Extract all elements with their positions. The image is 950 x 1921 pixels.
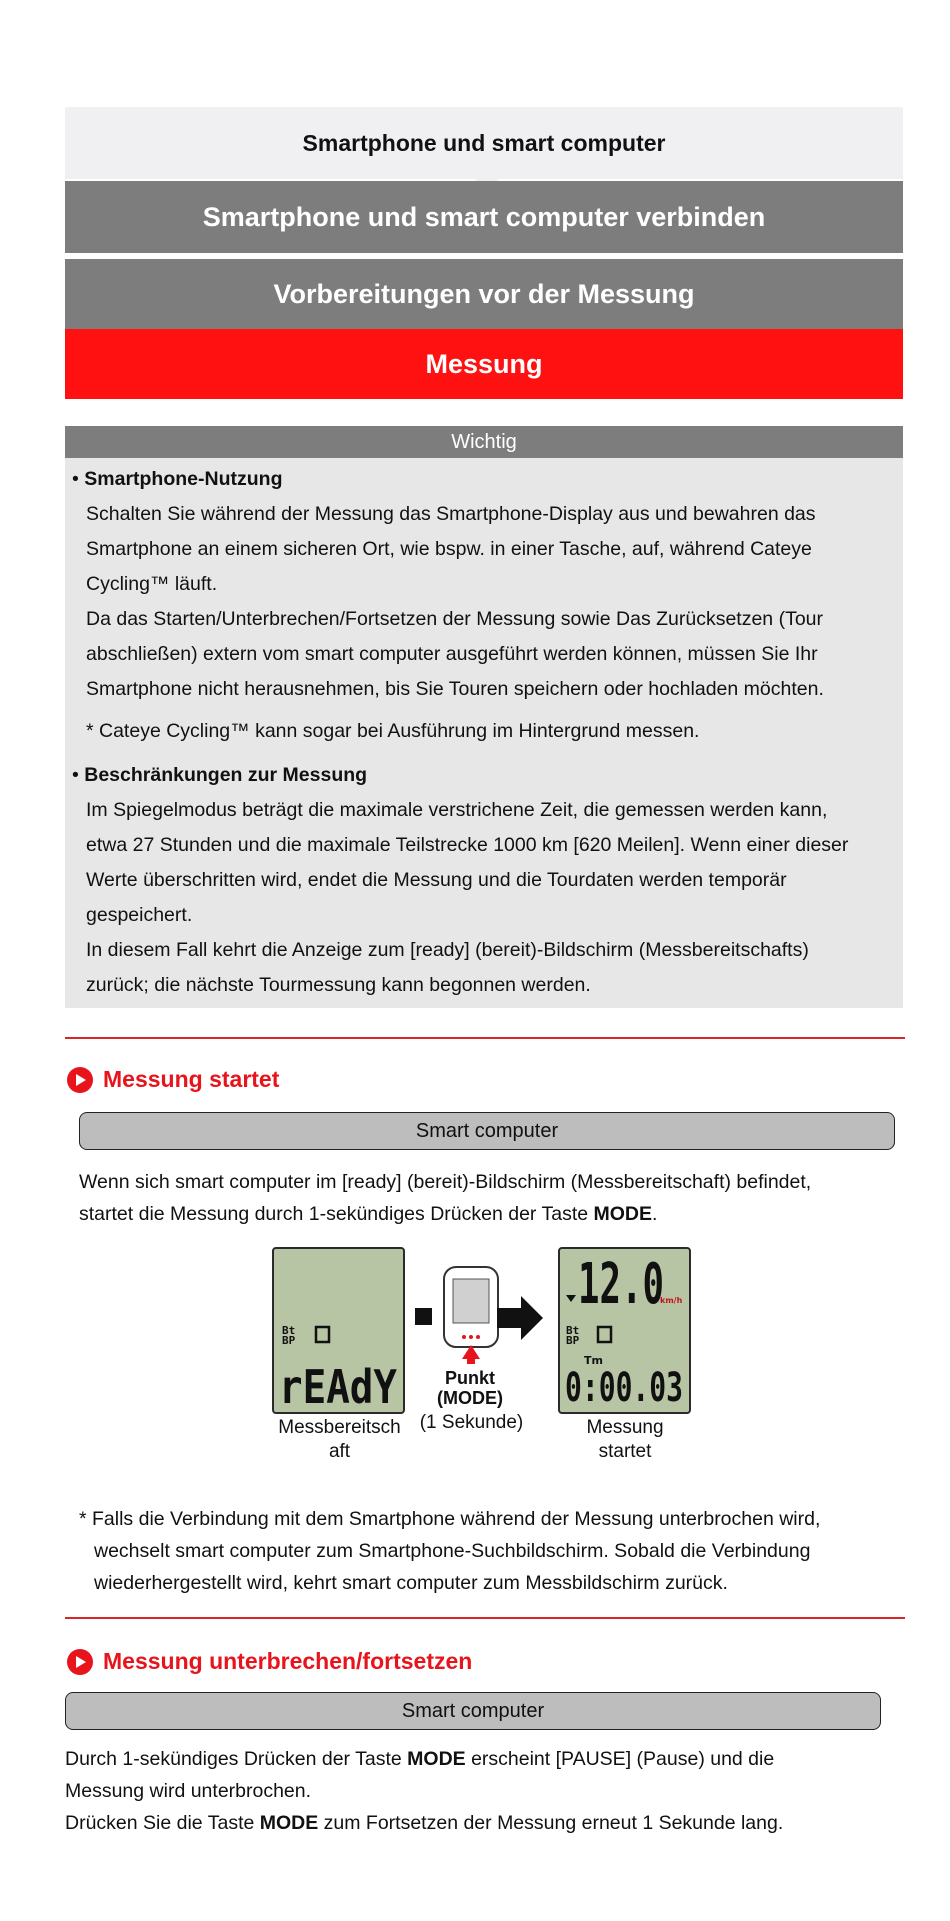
lcd-measuring-graphic xyxy=(560,1249,689,1412)
important-heading: Wichtig xyxy=(65,426,903,458)
important-line: Werte überschritten wird, endet die Messung und die Tourdaten werden temporär xyxy=(86,869,787,891)
lcd-ready-screen xyxy=(272,1247,405,1414)
mode-keyword: MODE xyxy=(407,1748,466,1770)
header-smartphone-und-smart-computer[interactable]: Smartphone und smart computer xyxy=(65,107,903,179)
lcd-ready-text: rEAdY xyxy=(279,1360,398,1412)
lcd-ready-graphic xyxy=(274,1249,403,1412)
svg-text:Bt: Bt xyxy=(282,1324,296,1337)
important-line: zurück; die nächste Tourmessung kann begonnen werden. xyxy=(86,974,591,996)
important-line: etwa 27 Stunden und die maximale Teilstrecke 1000 km [620 Meilen]. Wenn einer dieser xyxy=(86,834,849,856)
dot-icon xyxy=(415,1308,432,1325)
important-note: * Cateye Cycling™ kann sogar bei Ausführung im Hintergrund messen. xyxy=(86,720,700,742)
arrow-right-icon xyxy=(497,1296,545,1345)
start-text: startet die Messung durch 1-sekündiges Drücken der Taste xyxy=(79,1203,594,1225)
sensor-icon xyxy=(316,1327,329,1342)
pause-text: erscheint [PAUSE] (Pause) und die xyxy=(465,1748,775,1770)
section-title-text: Messung startet xyxy=(103,1066,280,1092)
important-line: Smartphone nicht herausnehmen, bis Sie Touren speichern oder hochladen möchten. xyxy=(86,678,824,700)
section-divider xyxy=(65,1037,905,1039)
pause-text-line3 xyxy=(65,1807,783,1839)
note-line: * Falls die Verbindung mit dem Smartphone während der Messung unterbrochen wird, xyxy=(79,1508,821,1530)
label-line: Messung xyxy=(586,1417,664,1438)
button-label-punkt: Punkt xyxy=(444,1368,495,1388)
bullet-title: Smartphone-Nutzung xyxy=(84,468,283,490)
smart-computer-label: Smart computer xyxy=(65,1692,881,1730)
important-box xyxy=(65,458,903,1008)
section-title-messung-unterbrechen xyxy=(67,1648,472,1675)
lcd-time: 0:00.03 xyxy=(565,1365,683,1411)
important-line: abschließen) extern vom smart computer ausgeführt werden können, müssen Sie Ihr xyxy=(86,643,818,665)
start-text-line1: Wenn sich smart computer im [ready] (bereit)-Bildschirm (Messbereitschaft) befindet, xyxy=(79,1171,812,1193)
section-title-messung-startet xyxy=(67,1066,279,1093)
pause-text: Drücken Sie die Taste xyxy=(65,1812,260,1834)
button-label xyxy=(425,1368,515,1408)
play-icon xyxy=(67,1067,93,1093)
svg-text:Bt: Bt xyxy=(566,1324,580,1337)
header-messung-active[interactable]: Messung xyxy=(65,329,903,399)
header-verbinden[interactable]: Smartphone und smart computer verbinden xyxy=(65,181,903,253)
important-line: Schalten Sie während der Messung das Smartphone-Display aus und bewahren das xyxy=(86,503,816,525)
pause-text: zum Fortsetzen der Messung erneut 1 Sekunde lang. xyxy=(318,1812,784,1834)
header-vorbereitungen[interactable]: Vorbereitungen vor der Messung xyxy=(65,259,903,329)
important-line: Smartphone an einem sicheren Ort, wie bspw. in einer Tasche, auf, während Cateye xyxy=(86,538,812,560)
pause-text: Durch 1-sekündiges Drücken der Taste xyxy=(65,1748,408,1770)
important-line: In diesem Fall kehrt die Anzeige zum [ready] (bereit)-Bildschirm (Messbereitschafts) xyxy=(86,939,809,961)
section-title-text: Messung unterbrechen/fortsetzen xyxy=(103,1648,473,1674)
note-line: wechselt smart computer zum Smartphone-Suchbildschirm. Sobald die Verbindung xyxy=(94,1540,811,1562)
label-messbereitschaft xyxy=(262,1416,417,1464)
svg-text:BP: BP xyxy=(566,1334,580,1347)
pause-text-line2: Messung wird unterbrochen. xyxy=(65,1780,312,1802)
mode-keyword: MODE xyxy=(593,1203,652,1225)
lcd-tm: Tm xyxy=(584,1354,603,1367)
lcd-speed: 12.0 xyxy=(578,1252,664,1317)
start-text-line2 xyxy=(79,1198,657,1230)
bullet-beschraenkungen: • Beschränkungen zur Messung xyxy=(72,764,368,786)
section-divider xyxy=(65,1617,905,1619)
important-line: Cycling™ läuft. xyxy=(86,573,218,595)
label-line: Messbereitsch xyxy=(278,1417,401,1438)
svg-text:BP: BP xyxy=(282,1334,296,1347)
play-icon xyxy=(67,1649,93,1675)
lcd-unit: km/h xyxy=(660,1296,683,1305)
note-line: wiederhergestellt wird, kehrt smart computer zum Messbildschirm zurück. xyxy=(94,1572,728,1594)
label-messung-startet xyxy=(560,1416,690,1464)
sensor-icon xyxy=(598,1327,611,1342)
mode-keyword: MODE xyxy=(259,1812,319,1834)
important-line: Da das Starten/Unterbrechen/Fortsetzen der Messung sowie Das Zurücksetzen (Tour xyxy=(86,608,824,630)
device-button-icon xyxy=(440,1265,502,1365)
smart-computer-label: Smart computer xyxy=(79,1112,895,1150)
lcd-measuring-screen xyxy=(558,1247,691,1414)
start-text-end: . xyxy=(652,1203,658,1225)
label-line: aft xyxy=(328,1441,351,1462)
important-line: Im Spiegelmodus beträgt die maximale verstrichene Zeit, die gemessen werden kann, xyxy=(86,799,828,821)
bullet-smartphone-nutzung: • Smartphone-Nutzung xyxy=(72,468,283,490)
button-duration: (1 Sekunde) xyxy=(419,1412,524,1433)
button-label-mode: (MODE) xyxy=(437,1388,503,1408)
bullet-title: Beschränkungen zur Messung xyxy=(84,764,368,786)
pause-text-line1 xyxy=(65,1743,774,1775)
label-line: startet xyxy=(598,1441,652,1462)
important-line: gespeichert. xyxy=(86,904,193,926)
